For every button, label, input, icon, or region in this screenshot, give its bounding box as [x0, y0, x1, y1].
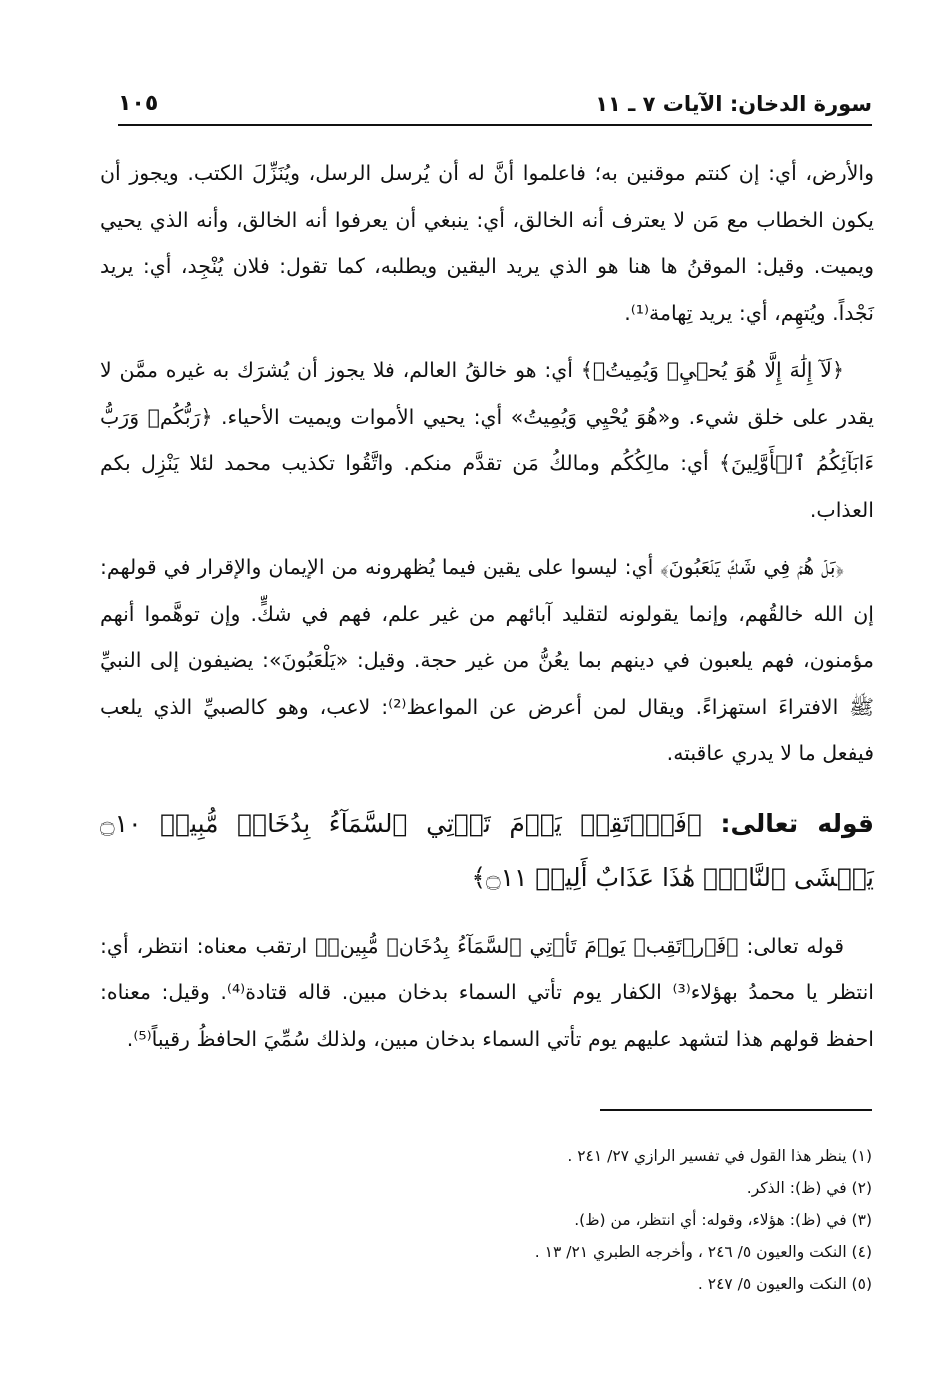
paragraph-1: والأرض، أي: إن كنتم موقنين به؛ فاعلموا أنَّ له أن يُرسل الرسل، ويُنَزِّلَ الكتب. ويجوز أن يكون الخطاب مع مَن لا يعترف أنه الخالق، أي: ينبغي أن يعرفوا أنه الخالق، وأنه الذي يحيي ويميت. وقيل: الموقنُ ها هنا هو الذي يريد اليقين ويطلبه، كما تقول: فلان يُنْجِد، أي: يريد نَجْداً. ويُتهِم، أي: يريد تِهامة⁽¹⁾.	[100, 161, 874, 325]
paragraph-2: ﴿لَآ إِلَٰهَ إِلَّا هُوَ يُحۡيِۦ وَيُمِيتُۖ﴾ أي: هو خالقُ العالم، فلا يجوز أن يُشرَك به غيره ممَّن لا يقدر على خلق شيء. و«هُوَ يُحْيِي وَيُمِيتُ» أي: يحيي الأموات ويميت الأحياء. ﴿رَبُّكُمۡ وَرَبُّ ءَابَآئِكُمُ ٱلۡأَوَّلِينَ﴾ أي: مالِكُكُم ومالكُ مَن تقدَّم منكم. واتَّقُوا تكذيب محمد لئلا يَنْزِل بكم العذاب.	[100, 358, 874, 522]
verse-heading-label: قوله تعالى:	[720, 808, 875, 838]
footnote-2: (٢) في (ظ): الذكر.	[746, 1179, 872, 1197]
page-number: ١٠٥	[118, 91, 159, 116]
header-divider	[118, 124, 872, 126]
quran-verse: ﴿فَٱرۡتَقِبۡ يَوۡمَ تَأۡتِي ٱلسَّمَآءُ بِدُخَانٖ مُّبِينٖ ۝١٠ يَغۡشَى ٱلنَّاسَۖ هَٰذَا عَذَابٌ أَلِيمٞ ۝١١﴾	[100, 808, 874, 892]
verse-heading	[100, 797, 874, 905]
footnote-4: (٤) النكت والعيون ٥/ ٢٤٦ ، وأخرجه الطبري ٢١/ ١٣ .	[534, 1243, 872, 1261]
footnote-divider	[600, 1109, 872, 1111]
footnotes	[100, 1140, 872, 1300]
surah-title: سورة الدخان: الآيات ٧ ـ ١١	[595, 92, 872, 116]
paragraph-3: ﴿بَلۡ هُمۡ فِي شَكّٖ يَلۡعَبُونَ﴾ أي: ليسوا على يقين فيما يُظهرونه من الإيمان والإقرار في قولهم: إن الله خالقُهم، وإنما يقولونه لتقليد آبائهم من غير علم، فهم في شكٍّ. وإن توهَّموا أنهم مؤمنون، فهم يلعبون في دينهم بما يعُنُّ من غير حجة. وقيل: «يَلْعَبُونَ»: يضيفون إلى النبيِّ ﷺ الافتراءَ استهزاءً. ويقال لمن أعرض عن المواعظ⁽²⁾: لاعب، وهو كالصبيِّ الذي يلعب فيفعل ما لا يدري عاقبته.	[100, 555, 874, 765]
commentary-paragraph: قوله تعالى: ﴿فَٱرۡتَقِبۡ يَوۡمَ تَأۡتِي ٱلسَّمَآءُ بِدُخَانٖ مُّبِينٖ﴾ ارتقب معناه: انتظر، أي: انتظر يا محمدُ بهؤلاء⁽³⁾ الكفار يوم تأتي السماء بدخان مبين. قاله قتادة⁽⁴⁾. وقيل: معناه: احفظ قولهم هذا لتشهد عليهم يوم تأتي السماء بدخان مبين، ولذلك سُمِّيَ الحافظُ رقيباً⁽⁵⁾.	[100, 933, 874, 1051]
footnote-3: (٣) في (ظ): هؤلاء، وقوله: أي انتظر، من (ظ).	[574, 1211, 872, 1229]
footnote-1: (١) ينظر هذا القول في تفسير الرازي ٢٧/ ٢٤١ .	[567, 1147, 872, 1165]
main-text	[100, 150, 874, 1073]
footnote-5: (٥) النكت والعيون ٥/ ٢٤٧ .	[697, 1275, 872, 1293]
running-header	[118, 80, 872, 116]
